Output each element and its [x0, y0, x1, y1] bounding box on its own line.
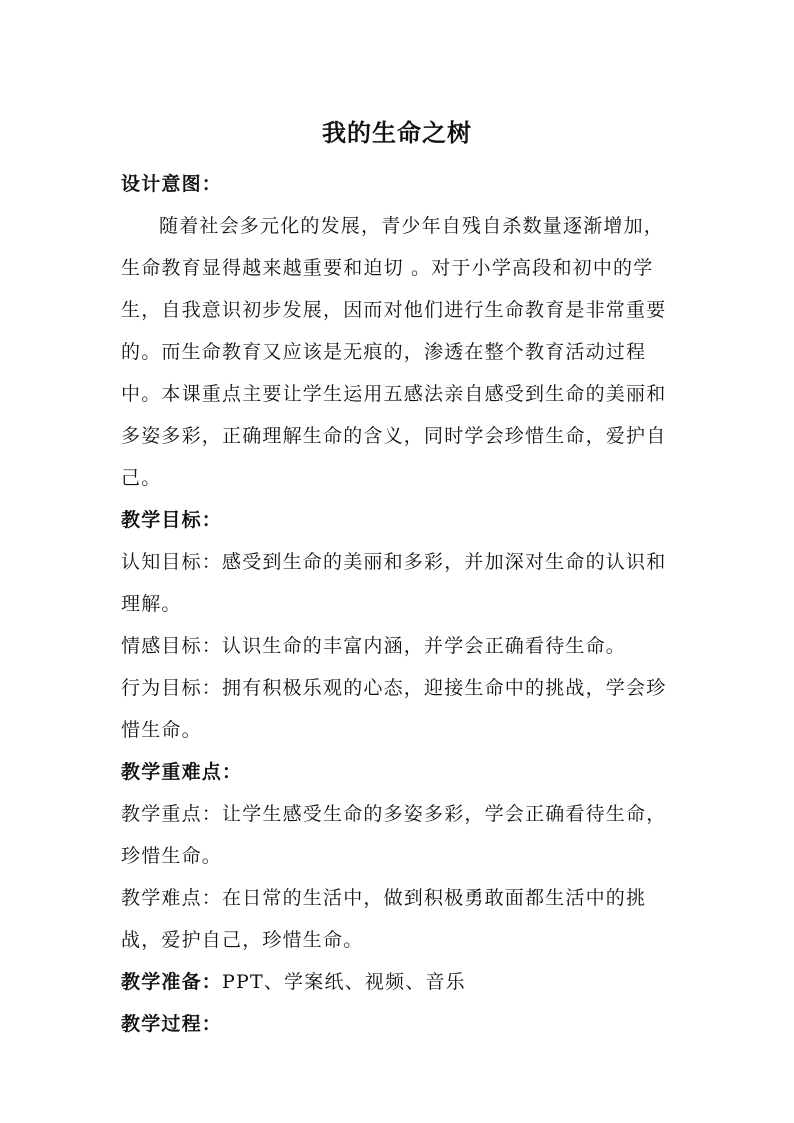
preparation-label: 教学准备：	[121, 971, 223, 993]
process-heading: 教学过程：	[121, 1013, 223, 1035]
objectives-heading: 教学目标：	[121, 509, 223, 531]
behavioral-objective: 行为目标：拥有积极乐观的心态，迎接生命中的挑战，学会珍惜生命。	[121, 677, 667, 741]
document-body	[121, 163, 681, 1045]
emotional-objective: 情感目标：认识生命的丰富内涵，并学会正确看待生命。	[121, 635, 627, 657]
preparation-line	[121, 961, 681, 1003]
key-points-heading: 教学重难点：	[121, 761, 243, 783]
teaching-focus: 教学重点：让学生感受生命的多姿多彩，学会正确看待生命，珍惜生命。	[121, 803, 667, 867]
teaching-difficulty: 教学难点：在日常的生活中，做到积极勇敢面都生活中的挑战，爱护自己，珍惜生命。	[121, 887, 647, 951]
design-intent-paragraph: 随着社会多元化的发展，青少年自残自杀数量逐渐增加，生命教育显得越来越重要和迫切 。对于小学高段和初中的学生，自我意识初步发展，因而对他们进行生命教育是非常重要的。而生命教育又应该是无痕的，渗透在整个教育活动过程中。本课重点主要让学生运用五感法亲自感受到生命的美丽和多姿多彩，正确理解生命的含义，同时学会珍惜生命，爱护自己。	[121, 215, 667, 489]
preparation-items: PPT、学案纸、视频、音乐	[222, 971, 466, 993]
document-title: 我的生命之树	[322, 119, 472, 147]
design-intent-heading: 设计意图：	[121, 173, 223, 195]
cognitive-objective: 认知目标：感受到生命的美丽和多彩，并加深对生命的认识和理解。	[121, 551, 667, 615]
